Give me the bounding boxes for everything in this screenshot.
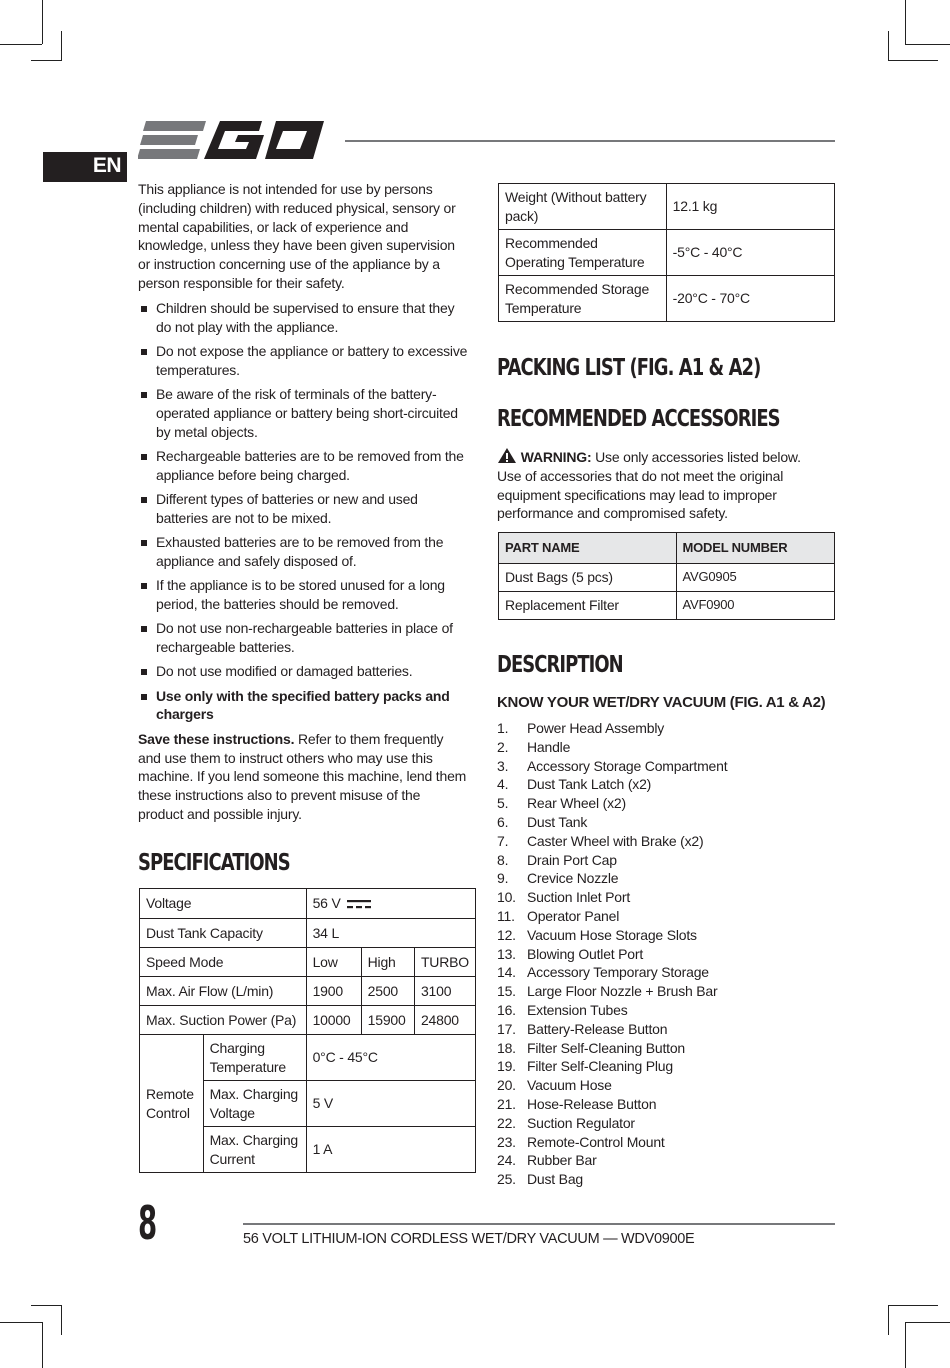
list-item [497,1170,827,1189]
table-row [140,948,476,977]
column-header-part-name: PART NAME [499,533,677,564]
item-text: Suction Regulator [527,1114,635,1131]
item-text: Remote-Control Mount [527,1133,665,1150]
table-cell: Low [306,948,361,977]
page-number: 8 [138,1196,158,1250]
item-number: 7. [497,832,509,849]
table-cell: Dust Tank Capacity [140,919,307,948]
table-cell [306,889,475,919]
list-item [497,1133,827,1152]
warning-paragraph [497,447,827,523]
item-number: 5. [497,795,509,812]
item-number: 8. [497,851,509,868]
item-number: 6. [497,813,509,830]
list-item-bold: Use only with the specified battery packs and chargers [138,687,468,725]
table-cell: Max. Air Flow (L/min) [140,977,307,1006]
safety-bullet-list [138,299,468,724]
list-item [497,775,827,794]
item-number: 22. [497,1114,516,1131]
item-number: 4. [497,776,509,793]
table-cell: Weight (Without battery pack) [499,184,667,230]
table-cell: 1 A [306,1127,475,1173]
table-cell: -5°C - 40°C [666,230,834,276]
item-number: 10. [497,889,516,906]
item-number: 19. [497,1058,516,1075]
footer-title: 56 VOLT LITHIUM-ION CORDLESS WET/DRY VACUUM — WDV0900E [243,1231,695,1247]
item-text: Operator Panel [527,907,620,924]
list-item [497,1095,827,1114]
item-number: 1. [497,720,509,736]
item-text: Suction Inlet Port [527,889,631,906]
list-item: Do not use modified or damaged batteries. [138,662,468,681]
item-text: Vacuum Hose [527,1077,612,1094]
table-cell: Speed Mode [140,948,307,977]
item-text: Caster Wheel with Brake (x2) [527,832,704,849]
warning-triangle-icon [497,447,517,464]
list-item [497,963,827,982]
table-row [140,889,476,919]
list-item [497,1057,827,1076]
item-text: Vacuum Hose Storage Slots [527,926,697,943]
table-row [140,977,476,1006]
item-text: Filter Self-Cleaning Plug [527,1058,673,1075]
table-row [499,592,835,620]
item-text: Crevice Nozzle [527,870,619,887]
intro-paragraph: This appliance is not intended for use by persons (including children) with reduced physical, sensory or mental capabilities, or lack of experience and knowledge, unless they have been given supervision or instruction concerning use of the appliance by a person responsible for their safety. [138,181,456,291]
item-text: Hose-Release Button [527,1095,657,1112]
language-tab-label: EN [92,154,121,177]
list-item [497,907,827,926]
item-number: 11. [497,907,515,924]
save-instructions-text: Refer to them frequently and use them to instruct others who may use this machine. If you lend someone this machine, lend them these instructions also to prevent misuse of the product and possible injury. [138,730,467,822]
item-text: Accessory Storage Compartment [527,757,728,774]
list-item [497,1039,827,1058]
list-item [497,1020,827,1039]
item-number: 3. [497,757,509,774]
item-text: Large Floor Nozzle + Brush Bar [527,983,718,1000]
item-number: 25. [497,1171,516,1188]
table-row [499,184,835,230]
list-item [497,1114,827,1133]
item-number: 14. [497,964,516,981]
table-cell: Voltage [140,889,307,919]
item-text: Dust Tank Latch (x2) [527,776,652,793]
item-number: 12. [497,926,516,943]
item-text: Blowing Outlet Port [527,945,644,962]
list-item: Be aware of the risk of terminals of the battery-operated appliance or battery being short-circuited by metal objects. [138,385,468,441]
table-cell: TURBO [414,948,475,977]
item-number: 20. [497,1077,516,1094]
item-number: 16. [497,1001,516,1018]
language-tab [43,152,127,182]
accessories-table [498,532,835,620]
list-item [497,757,827,776]
list-item [497,1151,827,1170]
item-number: 21. [497,1095,516,1112]
column-header-model-number: MODEL NUMBER [676,533,835,564]
description-heading: DESCRIPTION [497,652,623,678]
item-text: Dust Bag [527,1171,583,1188]
item-text: Filter Self-Cleaning Button [527,1039,686,1056]
footer-rule [243,1223,835,1225]
description-subheading: KNOW YOUR WET/DRY VACUUM (FIG. A1 & A2) [497,694,826,711]
item-text: Power Head Assembly [527,720,665,736]
table-cell: Dust Bags (5 pcs) [499,564,677,592]
table-cell: High [361,948,414,977]
table-cell: 5 V [306,1081,475,1127]
recommended-accessories-heading: RECOMMENDED ACCESSORIES [497,406,780,432]
table-cell: Recommended Operating Temperature [499,230,667,276]
item-number: 13. [497,945,516,962]
list-item [497,813,827,832]
table-cell: 0°C - 45°C [306,1035,475,1081]
parts-list [497,719,827,1189]
list-item: If the appliance is to be stored unused for a long period, the batteries should be removed. [138,576,468,614]
table-cell: 10000 [306,1006,361,1035]
list-item: Rechargeable batteries are to be removed from the appliance before being charged. [138,447,468,485]
table-row [140,1006,476,1035]
list-item [497,869,827,888]
item-number: 17. [497,1020,516,1037]
dc-symbol-icon [346,898,372,910]
table-row [499,564,835,592]
item-text: Battery-Release Button [527,1020,668,1037]
left-column [138,180,468,824]
list-item [497,1076,827,1095]
table-cell: 3100 [414,977,475,1006]
warning-text: Use only accessories listed below. Use of accessories that do not meet the original equipment specifications may lead to improper performance and compromised safety. [497,449,801,522]
table-cell: -20°C - 70°C [666,276,834,322]
table-cell: Replacement Filter [499,592,677,620]
table-row [499,276,835,322]
ego-logo [138,118,328,162]
item-text: Dust Tank [527,813,588,830]
table-cell: AVF0900 [676,592,835,620]
list-item [497,945,827,964]
list-item [497,738,827,757]
item-text: Accessory Temporary Storage [527,964,709,981]
table-cell: 2500 [361,977,414,1006]
table-cell: Max. Suction Power (Pa) [140,1006,307,1035]
list-item: Do not use non-rechargeable batteries in place of rechargeable batteries. [138,619,468,657]
item-number: 24. [497,1152,516,1169]
specifications-table-continued [498,183,835,322]
item-text: Extension Tubes [527,1001,628,1018]
table-cell: 15900 [361,1006,414,1035]
table-cell: Remote Control [140,1035,204,1173]
item-number: 23. [497,1133,516,1150]
table-row [499,230,835,276]
item-number: 18. [497,1039,516,1056]
list-item [497,1001,827,1020]
list-item: Do not expose the appliance or battery to excessive temperatures. [138,342,468,380]
table-cell: Max. Charging Voltage [203,1081,306,1127]
voltage-value: 56 V [312,895,341,912]
table-cell: Recommended Storage Temperature [499,276,667,322]
item-text: Rubber Bar [527,1152,597,1169]
table-header-row [499,533,835,564]
list-item [497,926,827,945]
table-cell: Charging Temperature [203,1035,306,1081]
list-item [497,794,827,813]
table-row [140,1035,476,1081]
table-row [140,919,476,948]
item-number: 2. [497,738,509,755]
specifications-table [139,888,476,1173]
table-cell: 34 L [306,919,475,948]
list-item: Exhausted batteries are to be removed from the appliance and safely disposed of. [138,533,468,571]
list-item [497,888,827,907]
table-cell: Max. Charging Current [203,1127,306,1173]
list-item [497,719,827,738]
packing-list-heading: PACKING LIST (FIG. A1 & A2) [497,355,761,381]
header-rule [345,140,835,142]
warning-label: WARNING: [520,449,592,465]
save-instructions-bold: Save these instructions. [138,730,295,747]
item-text: Rear Wheel (x2) [527,795,626,812]
table-cell: AVG0905 [676,564,835,592]
table-cell: 24800 [414,1006,475,1035]
list-item [497,851,827,870]
list-item [497,982,827,1001]
item-text: Drain Port Cap [527,851,617,868]
list-item [497,832,827,851]
item-number: 15. [497,983,516,1000]
specifications-heading: SPECIFICATIONS [138,850,290,876]
table-cell: 12.1 kg [666,184,834,230]
item-text: Handle [527,738,571,755]
item-number: 9. [497,870,509,887]
list-item: Children should be supervised to ensure that they do not play with the appliance. [138,299,468,337]
save-instructions-paragraph [138,730,468,824]
table-cell: 1900 [306,977,361,1006]
list-item: Different types of batteries or new and used batteries are not to be mixed. [138,490,468,528]
